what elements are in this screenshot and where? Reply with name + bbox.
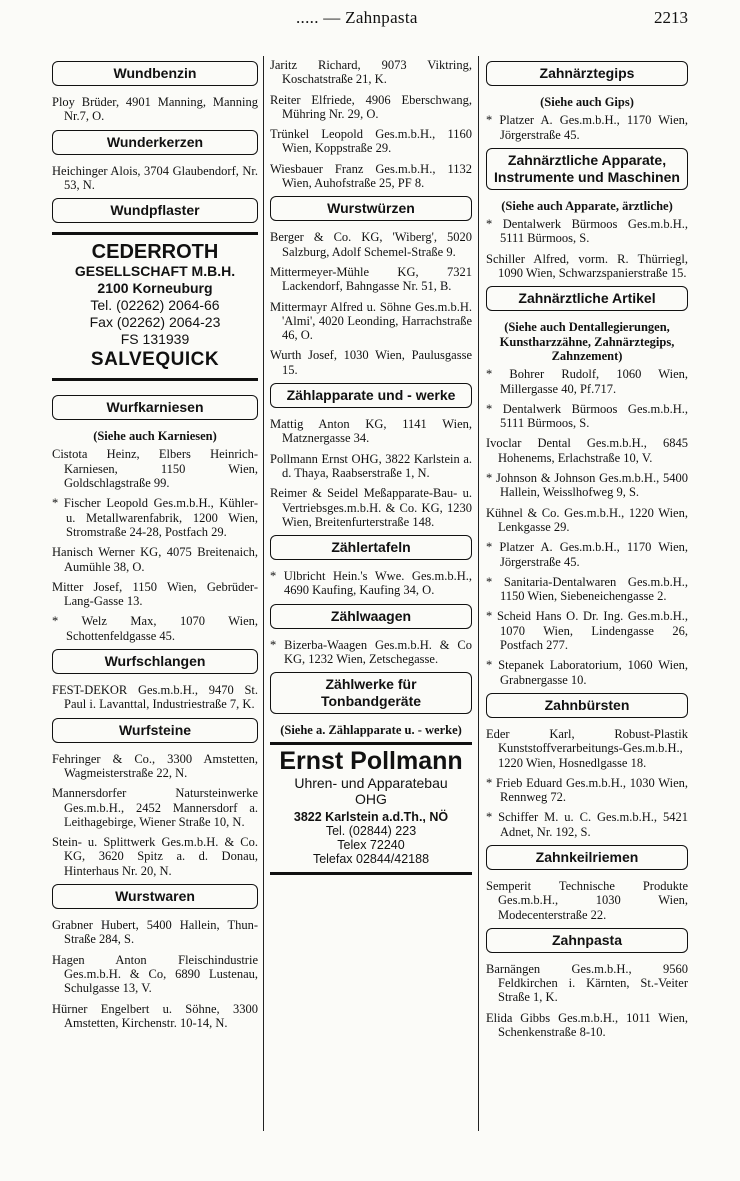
listing-entry: Mitter Josef, 1150 Wien, Gebrüder-Lang-Gasse 13.	[52, 579, 258, 609]
listing-entry: Reimer & Seidel Meßapparate-Bau- u. Vertriebsges.m.b.H. & Co. KG, 1230 Wien, Breitenfurterstraße 148.	[270, 486, 472, 529]
ad-company-type: GESELLSCHAFT M.B.H.	[74, 263, 236, 280]
column-3	[486, 58, 688, 1045]
ad-telefax: Telefax 02844/42188	[312, 851, 430, 866]
listing-entry: * Dentalwerk Bürmoos Ges.m.b.H., 5111 Bürmoos, S.	[486, 401, 688, 431]
listing-entry: Wiesbauer Franz Ges.m.b.H., 1132 Wien, Auhofstraße 25, PF 8.	[270, 161, 472, 191]
ad-brand: SALVEQUICK	[90, 349, 220, 371]
listing-entry: Schiller Alfred, vorm. R. Thürriegl, 1090 Wien, Schwarzspanierstraße 15.	[486, 251, 688, 281]
listing-entry: Mittermeyer-Mühle KG, 7321 Lackendorf, Bahngasse Nr. 51, B.	[270, 264, 472, 294]
listing-entry: Cistota Heinz, Elbers Heinrich-Karniesen, 1150 Wien, Goldschlagstraße 99.	[52, 447, 258, 491]
category-heading: Zahnbürsten	[486, 693, 688, 718]
listing-entry: Fehringer & Co., 3300 Amstetten, Wagmeisterstraße 22, N.	[52, 751, 258, 780]
ad-company-type: OHG	[355, 790, 387, 807]
ad-address: 3822 Karlstein a.d.Th., NÖ	[293, 809, 449, 824]
listing-entry: Stein- u. Splittwerk Ges.m.b.H. & Co. KG, 3620 Spitz a. d. Donau, Hinterhaus Nr. 20, N.	[52, 835, 258, 878]
column-divider	[263, 56, 264, 1131]
category-heading: Wurfsteine	[52, 718, 258, 743]
category-heading: Zählapparate und - werke	[270, 383, 472, 408]
cross-reference-note: (Siehe auch Gips)	[540, 95, 634, 109]
ad-tagline: Uhren- und Apparatebau	[294, 774, 448, 791]
listing-entry: * Fischer Leopold Ges.m.b.H., Kühler- u. Metallwarenfabrik, 1200 Wien, Stromstraße 24-28, Postfach 29.	[52, 496, 258, 539]
column-1	[52, 58, 258, 1036]
ad-city: 2100 Korneuburg	[97, 280, 213, 297]
listing-entry: * Dentalwerk Bürmoos Ges.m.b.H., 5111 Bürmoos, S.	[486, 217, 688, 246]
listing-entry: Semperit Technische Produkte Ges.m.b.H., 1030 Wien, Modecenterstraße 22.	[486, 878, 688, 922]
listing-entry: Mannersdorfer Natursteinwerke Ges.m.b.H., 2452 Mannersdorf a. Leithagebirge, Wiener Straße 10, N.	[52, 786, 258, 829]
listing-entry: Reiter Elfriede, 4906 Eberschwang, Mühring Nr. 29, O.	[270, 92, 472, 121]
listing-entry: * Bizerba-Waagen Ges.m.b.H. & Co KG, 1232 Wien, Zetschegasse.	[270, 637, 472, 667]
category-heading: Zahnärztliche Artikel	[486, 286, 688, 311]
ad-phone: Tel. (02262) 2064-66	[90, 297, 220, 314]
category-heading: Wunderkerzen	[52, 130, 258, 155]
listing-entry: Kühnel & Co. Ges.m.b.H., 1220 Wien, Lenkgasse 29.	[486, 505, 688, 534]
page-number: 2213	[654, 8, 688, 27]
listing-entry: Pollmann Ernst OHG, 3822 Karlstein a. d. Thaya, Raabserstraße 1, N.	[270, 451, 472, 480]
category-heading: Wurstwaren	[52, 884, 258, 909]
running-title: ..... — Zahnpasta	[296, 8, 418, 27]
ad-fs: FS 131939	[120, 331, 190, 348]
listing-entry: Eder Karl, Robust-Plastik Kunststoffverarbeitungs-Ges.m.b.H., 1220 Wien, Hosnedlgasse 18.	[486, 726, 688, 770]
category-heading: Zählwerke für Tonbandgeräte	[270, 672, 472, 714]
listing-entry: Hürner Engelbert u. Söhne, 3300 Amstetten, Kirchenstr. 10-14, N.	[52, 1001, 258, 1030]
listing-entry: * Bohrer Rudolf, 1060 Wien, Millergasse 40, Pf.717.	[486, 367, 688, 396]
ad-company-name: Ernst Pollmann	[279, 746, 463, 775]
listing-entry: * Schiffer M. u. C. Ges.m.b.H., 5421 Adnet, Nr. 192, S.	[486, 810, 688, 839]
category-heading: Zählwaagen	[270, 604, 472, 629]
category-heading: Zahnpasta	[486, 928, 688, 953]
listing-entry: Elida Gibbs Ges.m.b.H., 1011 Wien, Schenkenstraße 8-10.	[486, 1010, 688, 1040]
category-heading: Zahnärztegips	[486, 61, 688, 86]
listing-entry: * Frieb Eduard Ges.m.b.H., 1030 Wien, Rennweg 72.	[486, 775, 688, 805]
listing-entry: Hagen Anton Fleischindustrie Ges.m.b.H. & Co, 6890 Lustenau, Schulgasse 13, V.	[52, 952, 258, 996]
listing-entry: FEST-DEKOR Ges.m.b.H., 9470 St. Paul i. Lavanttal, Industriestraße 7, K.	[52, 683, 258, 712]
listing-entry: Mittermayr Alfred u. Söhne Ges.m.b.H. 'Almi', 4020 Leonding, Harrachstraße 46, O.	[270, 299, 472, 343]
listing-entry: Berger & Co. KG, 'Wiberg', 5020 Salzburg, Adolf Schemel-Straße 9.	[270, 230, 472, 259]
ad-phone: Tel. (02844) 223	[325, 823, 417, 838]
listing-entry: Trünkel Leopold Ges.m.b.H., 1160 Wien, Koppstraße 29.	[270, 127, 472, 156]
listing-entry: Hanisch Werner KG, 4075 Breitenaich, Aumühle 38, O.	[52, 545, 258, 574]
listing-entry: * Platzer A. Ges.m.b.H., 1170 Wien, Jörgerstraße 45.	[486, 540, 688, 569]
listing-entry: * Scheid Hans O. Dr. Ing. Ges.m.b.H., 1070 Wien, Lindengasse 26, Postfach 277.	[486, 609, 688, 653]
ad-fax: Fax (02262) 2064-23	[89, 314, 221, 331]
listing-entry: * Ulbricht Hein.'s Wwe. Ges.m.b.H., 4690 Kaufing, Kaufing 34, O.	[270, 569, 472, 598]
category-heading: Wundpflaster	[52, 198, 258, 223]
cross-reference-note: (Siehe auch Karniesen)	[93, 429, 217, 444]
listing-entry: * Welz Max, 1070 Wien, Schottenfeldgasse 45.	[52, 614, 258, 643]
listing-entry: Grabner Hubert, 5400 Hallein, Thun-Straße 284, S.	[52, 918, 258, 947]
listing-entry: Wurth Josef, 1030 Wien, Paulusgasse 15.	[270, 348, 472, 377]
category-heading: Zahnärztliche Apparate, Instrumente und Maschinen	[486, 148, 688, 190]
category-heading: Wurstwürzen	[270, 196, 472, 221]
listing-entry: Ivoclar Dental Ges.m.b.H., 6845 Hohenems, Erlachstraße 10, V.	[486, 436, 688, 465]
listing-entry: * Sanitaria-Dentalwaren Ges.m.b.H., 1150 Wien, Siebeneichengasse 2.	[486, 574, 688, 604]
listing-entry: * Johnson & Johnson Ges.m.b.H., 5400 Hallein, Weisslhofweg 9, S.	[486, 471, 688, 500]
cross-reference-note: (Siehe auch Apparate, ärztliche)	[501, 198, 673, 213]
column-2	[270, 58, 472, 875]
cross-reference-note: (Siehe auch Dentallegierungen, Kunstharzzähne, Zahnärztegips, Zahnzement)	[499, 320, 675, 363]
listing-entry: Jaritz Richard, 9073 Viktring, Koschatstraße 21, K.	[270, 58, 472, 87]
listing-entry: Barnängen Ges.m.b.H., 9560 Feldkirchen i. Kärnten, St.-Veiter Straße 1, K.	[486, 961, 688, 1005]
category-heading: Wurfschlangen	[52, 649, 258, 674]
category-heading: Wundbenzin	[52, 61, 258, 86]
listing-entry: * Stepanek Laboratorium, 1060 Wien, Grabnergasse 10.	[486, 658, 688, 687]
cross-reference-note: (Siehe a. Zählapparate u. - werke)	[280, 723, 462, 738]
listing-entry: * Platzer A. Ges.m.b.H., 1170 Wien, Jörgerstraße 45.	[486, 113, 688, 142]
ad-telex: Telex 72240	[337, 837, 405, 852]
listing-entry: Ploy Brüder, 4901 Manning, Manning Nr.7, O.	[52, 95, 258, 124]
advertisement-cederroth	[52, 232, 258, 381]
category-heading: Wurfkarniesen	[52, 395, 258, 420]
advertisement-pollmann	[270, 742, 472, 875]
column-divider	[478, 56, 479, 1131]
category-heading: Zählertafeln	[270, 535, 472, 560]
ad-company-name: CEDERROTH	[91, 241, 219, 264]
listing-entry: Mattig Anton KG, 1141 Wien, Matznergasse 34.	[270, 417, 472, 446]
listing-entry: Heichinger Alois, 3704 Glaubendorf, Nr. 53, N.	[52, 163, 258, 192]
category-heading: Zahnkeilriemen	[486, 845, 688, 870]
page-header	[0, 6, 740, 32]
